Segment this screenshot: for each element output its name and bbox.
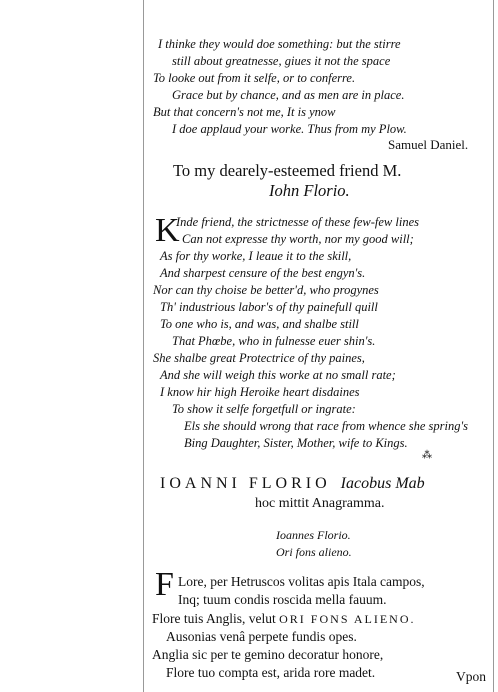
latin-line: Ausonias venâ perpete fundis opes. bbox=[166, 629, 357, 644]
latin-line: Inq; tuum condis roscida mella fauum. bbox=[178, 592, 387, 607]
latin-line: Anglia sic per te gemino decoratur honore, bbox=[152, 647, 384, 662]
poem-line: She shalbe great Protectrice of thy paines, bbox=[153, 351, 365, 365]
latin-line bbox=[152, 611, 415, 627]
poem-line: And sharpest censure of the best engyn's. bbox=[160, 266, 366, 280]
ornament-stars: ⁂ bbox=[422, 450, 432, 461]
latin-line: Lore, per Hetruscos volitas apis Itala campos, bbox=[178, 574, 425, 589]
anagram-result: Ori fons alieno. bbox=[276, 545, 352, 559]
drop-cap: K bbox=[155, 212, 180, 249]
signature: Samuel Daniel. bbox=[388, 137, 469, 152]
poem-line: Inde friend, the strictnesse of these few-few lines bbox=[176, 215, 420, 229]
anagram-subheading: hoc mittit Anagramma. bbox=[255, 496, 385, 511]
poem-line: Nor can thy choise be better'd, who progynes bbox=[153, 283, 379, 297]
anagram-heading bbox=[160, 476, 425, 492]
poem-line-5: But that concern's not me, It is ynow bbox=[153, 105, 336, 119]
poem-line: And she will weigh this worke at no small rate; bbox=[160, 368, 396, 382]
poem-line: I know hir high Heroike heart disdaines bbox=[160, 385, 360, 399]
page-right-border bbox=[493, 0, 494, 692]
poem-line: Bing Daughter, Sister, Mother, wife to Kings. bbox=[184, 436, 408, 450]
poem-line: Can not expresse thy worth, nor my good will; bbox=[182, 232, 414, 246]
anagram-heading-author: Iacobus Mab bbox=[340, 475, 425, 492]
latin-line: Flore tuo compta est, arida rore madet. bbox=[166, 665, 376, 680]
poem-line-6: I doe applaud your worke. Thus from my Plow. bbox=[172, 122, 407, 136]
poem-line: Th' industrious labor's of thy painefull quill bbox=[160, 300, 378, 314]
latin-line-caps: ORI FONS ALIENO. bbox=[279, 612, 416, 626]
poem-line: To one who is, and was, and shalbe still bbox=[160, 317, 359, 331]
catchword: Vpon bbox=[456, 669, 486, 684]
poem-line: Els she should wrong that race from whence she spring's bbox=[184, 419, 469, 433]
page-left-border bbox=[143, 0, 144, 692]
poem-line-3: To looke out from it selfe, or to conferre. bbox=[153, 71, 356, 85]
latin-drop-cap: F bbox=[155, 566, 174, 603]
anagram-heading-name: IOANNI FLORIO bbox=[160, 475, 331, 492]
poem-line-4: Grace but by chance, and as men are in place. bbox=[172, 88, 405, 102]
latin-line-start: Flore tuis Anglis, velut bbox=[152, 611, 276, 626]
poem-line: To show it selfe forgetfull or ingrate: bbox=[172, 402, 356, 416]
anagram-name: Ioannes Florio. bbox=[276, 528, 351, 542]
poem-line-1: I thinke they would doe something: but the stirre bbox=[158, 37, 401, 51]
poem-line: That Phœbe, who in fulnesse euer shin's. bbox=[172, 334, 376, 348]
poem-line-2: still about greatnesse, giues it not the space bbox=[172, 54, 391, 68]
poem-line: As for thy worke, I leaue it to the skill, bbox=[160, 249, 352, 263]
section-title: To my dearely-esteemed friend M. bbox=[173, 161, 402, 180]
section-title-name: Iohn Florio. bbox=[269, 181, 350, 200]
